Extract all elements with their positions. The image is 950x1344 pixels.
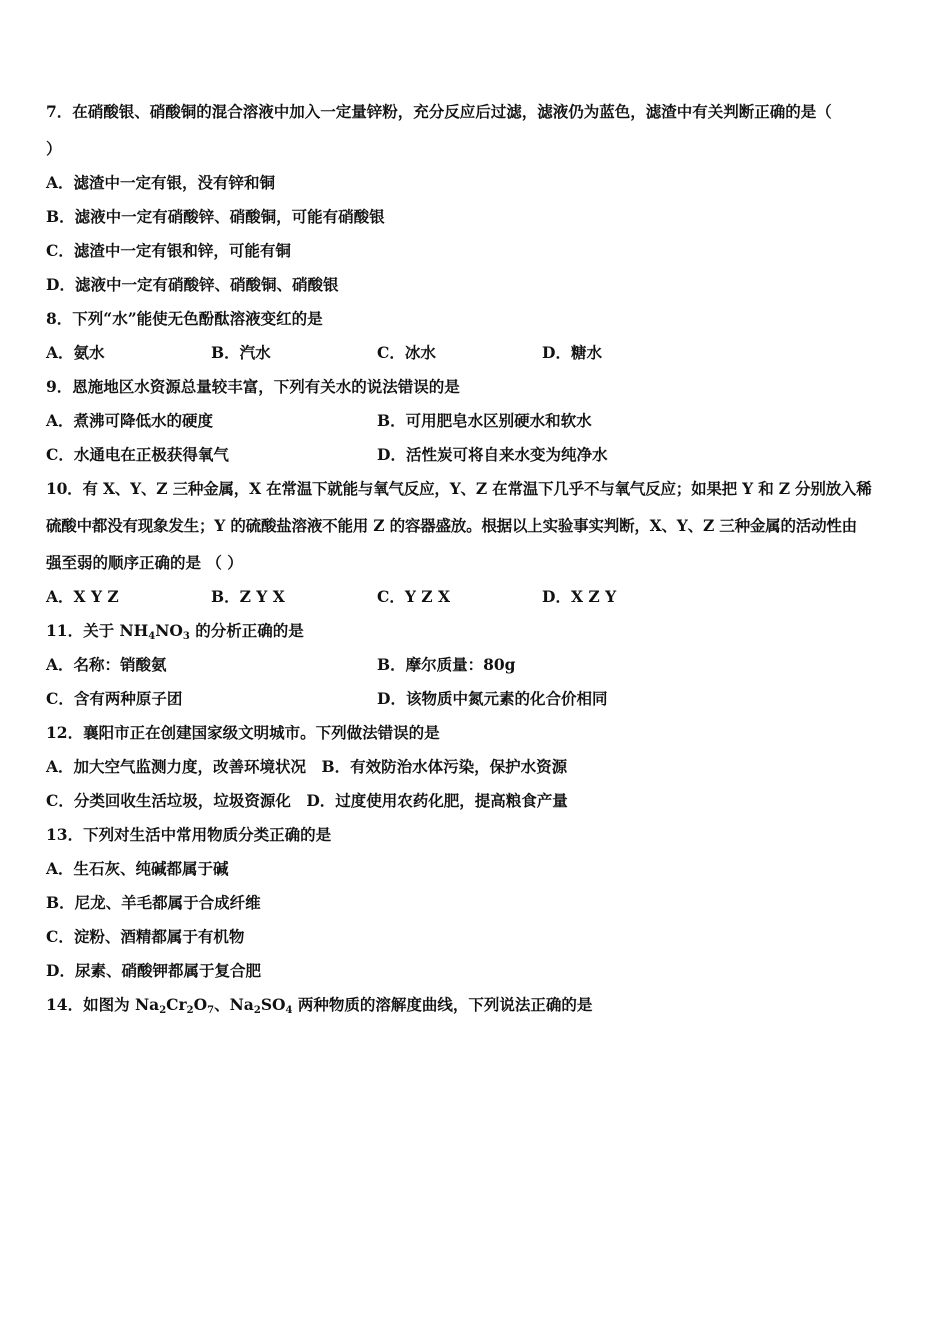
- q11-option-c: C．含有两种原子团: [46, 689, 183, 708]
- q11-option-b: B．摩尔质量：80g: [377, 655, 516, 674]
- q12-stem: 12．襄阳市正在创建国家级文明城市。下列做法错误的是: [46, 723, 440, 742]
- q14-stem: [46, 995, 592, 1015]
- q10-stem-line3: 强至弱的顺序正确的是 （ ）: [46, 553, 243, 572]
- q7-option-c: C．滤渣中一定有银和锌，可能有铜: [46, 241, 291, 260]
- q14-stem-text: 两种物质的溶解度曲线，下列说法正确的是: [292, 995, 593, 1014]
- q9-option-c: C．水通电在正极获得氧气: [46, 445, 229, 464]
- q14-stem-text: SO: [260, 995, 286, 1014]
- q8-option-c: C．冰水: [377, 343, 436, 362]
- q13-stem: 13．下列对生活中常用物质分类正确的是: [46, 825, 332, 844]
- q7-option-d: D．滤液中一定有硝酸锌、硝酸铜、硝酸银: [46, 275, 339, 294]
- q13-option-b: B．尼龙、羊毛都属于合成纤维: [46, 893, 261, 912]
- q13-option-a: A．生石灰、纯碱都属于碱: [46, 859, 229, 878]
- q10-option-a: A．X Y Z: [46, 587, 119, 606]
- q8-option-a: A．氨水: [46, 343, 105, 362]
- q11-subscript: 4: [148, 631, 156, 642]
- q12-options-ab: A．加大空气监测力度，改善环境状况 B．有效防治水体污染，保护水资源: [46, 757, 568, 776]
- q8-option-d: D．糖水: [542, 343, 602, 362]
- q11-option-a: A．名称：销酸氨: [46, 655, 167, 674]
- q14-subscript: 4: [285, 1005, 293, 1016]
- q11-subscript: 3: [182, 631, 190, 642]
- q7-stem: 7．在硝酸银、硝酸铜的混合溶液中加入一定量锌粉，充分反应后过滤，滤液仍为蓝色，滤渣中有关判断正确的是（: [46, 102, 832, 121]
- q14-stem-text: O: [193, 995, 208, 1014]
- q7-stem-close: ）: [46, 139, 62, 158]
- q14-stem-text: 、Na: [214, 995, 254, 1014]
- q11-stem-text: NO: [155, 621, 183, 640]
- q9-option-a: A．煮沸可降低水的硬度: [46, 411, 214, 430]
- q13-option-c: C．淀粉、酒精都属于有机物: [46, 927, 245, 946]
- q7-option-b: B．滤液中一定有硝酸锌、硝酸铜，可能有硝酸银: [46, 207, 385, 226]
- q13-option-d: D．尿素、硝酸钾都属于复合肥: [46, 961, 261, 980]
- q14-subscript: 2: [186, 1005, 194, 1016]
- q11-option-d: D．该物质中氮元素的化合价相同: [377, 689, 608, 708]
- q14-subscript: 2: [253, 1005, 261, 1016]
- q7-option-a: A．滤渣中一定有银，没有锌和铜: [46, 173, 276, 192]
- q12-options-cd: C．分类回收生活垃圾，垃圾资源化 D．过度使用农药化肥，提高粮食产量: [46, 791, 568, 810]
- q14-stem-text: 14．如图为 Na: [46, 995, 160, 1014]
- q8-stem: 8．下列“水”能使无色酚酞溶液变红的是: [46, 309, 323, 328]
- q10-stem-line1: 10．有 X、Y、Z 三种金属，X 在常温下就能与氧气反应，Y、Z 在常温下几乎不与氧气反应；如果把 Y 和 Z 分别放入稀: [46, 479, 872, 498]
- q9-stem: 9．恩施地区水资源总量较丰富，下列有关水的说法错误的是: [46, 377, 460, 396]
- q14-stem-text: Cr: [166, 995, 187, 1014]
- q11-stem: [46, 621, 304, 641]
- q10-option-d: D．X Z Y: [542, 587, 617, 606]
- q10-option-c: C．Y Z X: [377, 587, 451, 606]
- q8-option-b: B．汽水: [211, 343, 271, 362]
- q11-stem-text: 的分析正确的是: [189, 621, 304, 640]
- q11-stem-text: 11．关于 NH: [46, 621, 149, 640]
- q9-option-d: D．活性炭可将自来水变为纯净水: [377, 445, 608, 464]
- q14-subscript: 7: [207, 1005, 215, 1016]
- q9-option-b: B．可用肥皂水区别硬水和软水: [377, 411, 592, 430]
- q14-subscript: 2: [159, 1005, 167, 1016]
- q10-option-b: B．Z Y X: [211, 587, 285, 606]
- q10-stem-line2: 硫酸中都没有现象发生；Y 的硫酸盐溶液不能用 Z 的容器盛放。根据以上实验事实判断，X、Y、Z 三种金属的活动性由: [46, 516, 857, 535]
